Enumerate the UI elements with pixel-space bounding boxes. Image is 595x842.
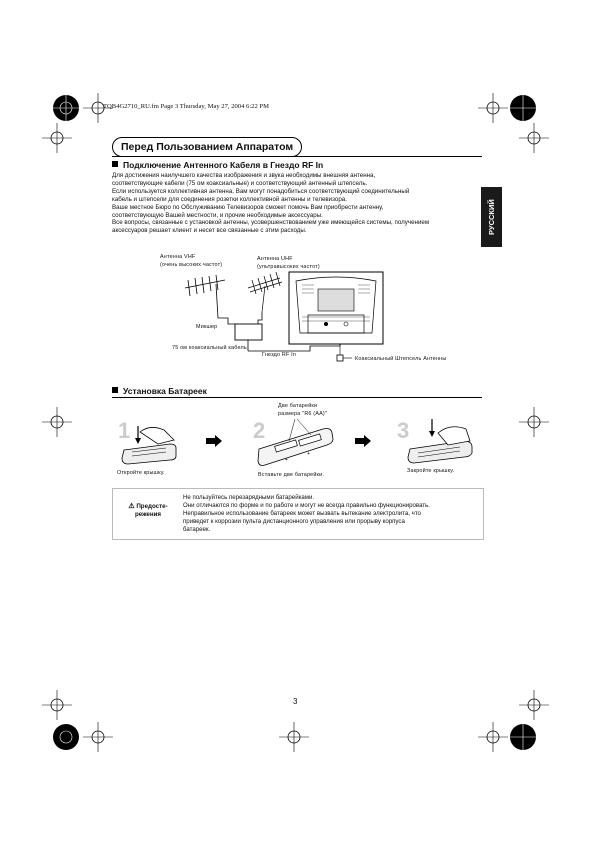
- registration-crosshair-mark: [83, 722, 113, 752]
- vhf-antenna-label-2: (очень высоких частот): [160, 262, 223, 268]
- section-battery-heading: [112, 386, 207, 396]
- caution-box: [112, 488, 484, 540]
- bullet-square-icon: [112, 387, 118, 393]
- caution-label-line-2: режения: [134, 510, 162, 518]
- arrow-right-icon: [206, 435, 222, 447]
- svg-text:+: +: [285, 457, 288, 463]
- step-2-caption: Вставьте две батарейки.: [258, 472, 325, 478]
- registration-crosshair-mark: [478, 722, 508, 752]
- mixer-label: Микшер: [196, 324, 218, 330]
- remote-insert-batteries-illustration: [255, 415, 335, 470]
- uhf-antenna-icon: [248, 272, 282, 312]
- hand-icon: [140, 427, 174, 444]
- title-rule: [112, 156, 482, 157]
- svg-text:+: +: [307, 451, 310, 457]
- paragraph-line: аксессуаров решает клиент и несет все связанные с этим расходы.: [112, 227, 307, 235]
- battery-note-1: Две батарейки: [278, 403, 318, 409]
- step-1-caption: Откройте крышку.: [117, 470, 165, 476]
- registration-crosshair-mark: [519, 407, 549, 437]
- uhf-antenna-label-1: Антенна UHF: [257, 256, 293, 262]
- registration-crosshair-mark: [42, 123, 72, 153]
- registration-crosshair-mark: [519, 123, 549, 153]
- paragraph-line: кабель и штепсели для соединения розетки коллективной антенны и телевизора.: [112, 195, 347, 203]
- section-battery-heading-text: Установка Батареек: [123, 386, 207, 396]
- remote-open-cover-illustration: [118, 420, 182, 466]
- caution-label: [119, 503, 177, 518]
- bullet-square-icon: [112, 161, 118, 167]
- caution-line: батареек.: [183, 526, 211, 534]
- warning-triangle-icon: ⚠: [128, 503, 135, 510]
- arrow-right-icon: [355, 435, 371, 447]
- rf-in-label: Гнездо RF In: [262, 352, 297, 358]
- registration-crosshair-mark: [42, 407, 72, 437]
- step-1-number: 1: [118, 418, 131, 443]
- paragraph-line: Ваше местное Бюро по Обслуживанию Телевизоров сможет помочь Вам приобрести антенну,: [112, 203, 384, 211]
- battery-note-2: размера "R6 (AA)": [278, 411, 328, 417]
- registration-dot-mark: [51, 722, 81, 752]
- section-antenna-heading: [112, 160, 323, 170]
- caution-line: Они отличаются по форме и по работе и могут не всегда правильно функционировать.: [183, 502, 430, 510]
- paragraph-line: Для достижения наилучшего качества изображения и звука необходимы внешняя антенна,: [112, 172, 376, 179]
- step-3-number: 3: [397, 418, 410, 443]
- paragraph-line: Если используется коллективная антенна, Вам могут понадобиться соответствующий соединительный: [112, 187, 410, 195]
- registration-crosshair-mark: [42, 690, 72, 720]
- page-title: Перед Пользованием Аппаратом: [112, 137, 302, 157]
- registration-dot-mark: [508, 722, 538, 752]
- vhf-antenna-icon: [185, 275, 225, 318]
- vhf-antenna-label-1: Антенна VHF: [160, 254, 196, 260]
- coax-plug-icon: [337, 355, 343, 361]
- caution-text: [183, 494, 478, 534]
- step-3-caption: Закройте крышку.: [407, 468, 455, 474]
- caution-line: приведет к коррозии пульта дистанционного управления или прорыву корпуса: [183, 518, 405, 526]
- language-tab: РУССКИЙ: [481, 187, 502, 247]
- tv-rear-panel-icon: [288, 271, 384, 345]
- paragraph-line: соответствующую Вашей местности, и прочие необходимые аксессуары.: [112, 211, 323, 219]
- paragraph-line: соответствующие кабели (75 ом коаксиальные) и соответствующий антенный штепсель.: [112, 179, 368, 187]
- step-2-number: 2: [253, 418, 266, 443]
- antenna-plug-label: Коаксиальный Штепсель Антенны: [355, 356, 447, 362]
- file-header-line: TQB4G2710_RU.fm Page 3 Thursday, May 27, 2004 6:22 PM: [103, 103, 269, 110]
- remote-close-cover-illustration: [404, 415, 476, 465]
- coax-cable-label: 75 ом коаксиальный кабель: [172, 345, 247, 351]
- section-antenna-heading-text: Подключение Антенного Кабеля в Гнездо RF In: [123, 160, 324, 170]
- uhf-antenna-label-2: (ультравысоких частот): [257, 264, 320, 270]
- hand-icon: [438, 427, 470, 445]
- registration-dot-mark: [51, 93, 81, 123]
- battery-rule: [112, 397, 482, 398]
- caution-label-line-1: Предосте-: [136, 503, 168, 510]
- registration-dot-mark: [508, 93, 538, 123]
- registration-crosshair-mark: [519, 690, 549, 720]
- paragraph-line: Все вопросы, связанные с установкой антенны, усовершенствованием уже имеющейся системы, получением: [112, 219, 430, 227]
- registration-crosshair-mark: [279, 722, 309, 752]
- caution-line: Не пользуйтесь перезарядными батарейками.: [183, 494, 315, 501]
- caution-line: Неправильное использование батареек может вызвать вытекание электролита, что: [183, 510, 421, 518]
- page-number: 3: [293, 697, 298, 706]
- mixer-box: [235, 324, 262, 340]
- registration-crosshair-mark: [478, 93, 508, 123]
- antenna-paragraph: [112, 172, 482, 235]
